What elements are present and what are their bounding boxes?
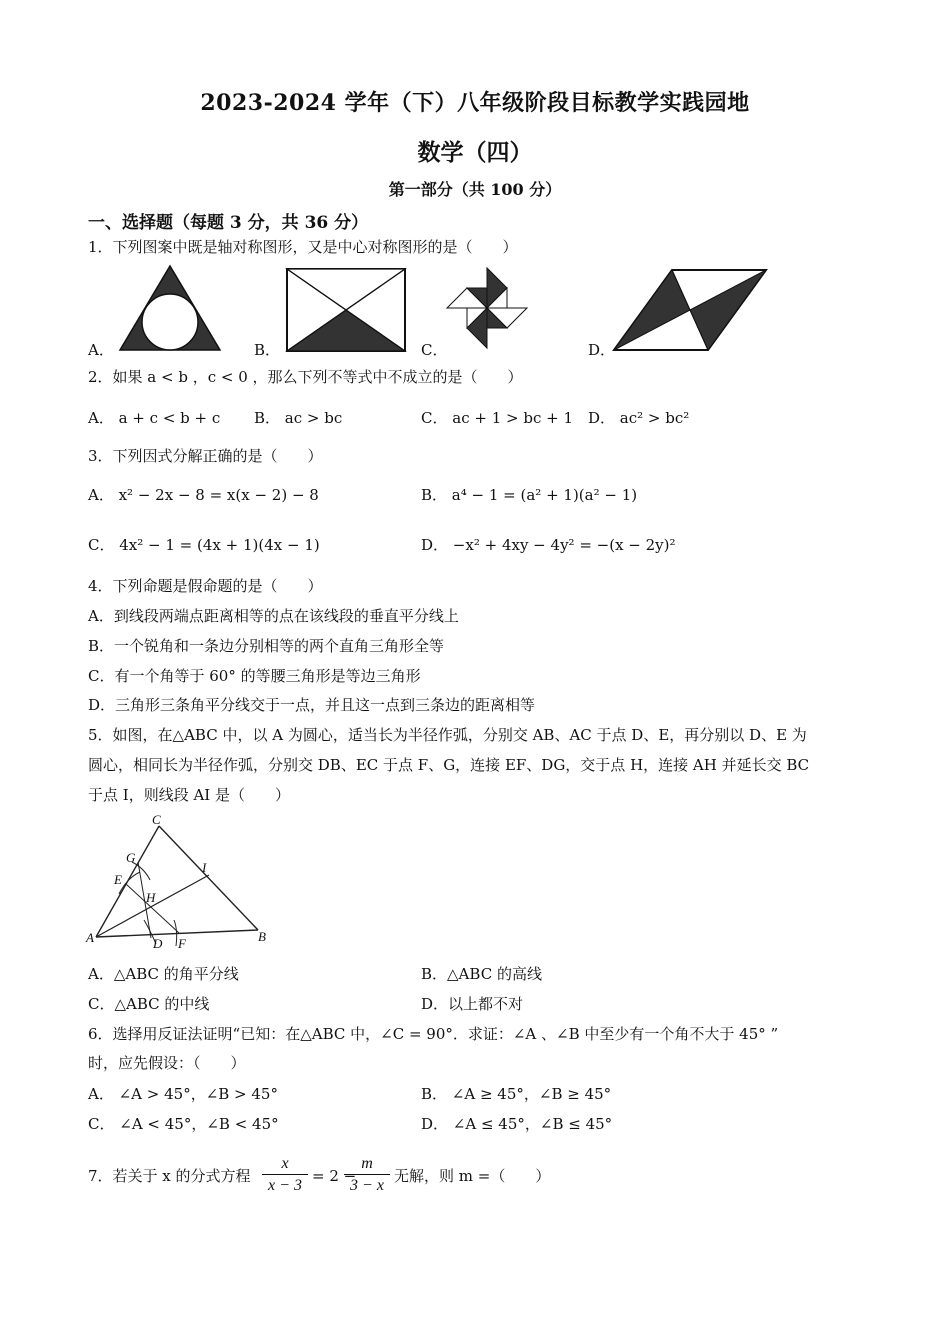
q5-option-c: C．△ABC 的中线	[88, 995, 210, 1013]
q1-stem: 1．下列图案中既是轴对称图形，又是中心对称图形的是（ ）	[88, 238, 518, 256]
q7-middle: = 2 −	[312, 1167, 357, 1185]
q2-option-c: C． ac + 1 > bc + 1	[421, 409, 573, 427]
q5-point-h: H	[146, 890, 156, 905]
q5-point-e: E	[114, 872, 122, 887]
exam-title: 2023-2024 学年（下）八年级阶段目标教学实践园地	[200, 90, 750, 116]
q5-option-d: D．以上都不对	[421, 995, 524, 1013]
q5-point-c: C	[152, 812, 161, 827]
q5-option-b: B．△ABC 的高线	[421, 965, 542, 983]
q3-stem: 3．下列因式分解正确的是（ ）	[88, 447, 323, 465]
q7-fraction-1	[262, 1154, 308, 1197]
q5-line-1: 5．如图，在△ABC 中，以 A 为圆心，适当长为半径作弧，分别交 AB、AC 于点 D、E，再分别以 D、E 为	[88, 726, 807, 744]
q4-option-b: B．一个锐角和一条边分别相等的两个直角三角形全等	[88, 637, 445, 655]
q5-line-2: 圆心，相同长为半径作弧，分别交 DB、EC 于点 F、G，连接 EF、DG，交于点 H，连接 AH 并延长交 BC	[88, 756, 810, 774]
q2-stem: 2．如果 a < b ，c < 0 ，那么下列不等式中不成立的是（ ）	[88, 368, 523, 386]
section-heading: 一、选择题（每题 3 分，共 36 分）	[88, 213, 369, 233]
exam-part: 第一部分（共 100 分）	[388, 180, 562, 199]
q6-option-c: C． ∠A < 45°，∠B < 45°	[88, 1115, 279, 1133]
q3-option-c: C． 4x² − 1 = (4x + 1)(4x − 1)	[88, 536, 320, 554]
q7-fraction-2-denominator: 3 − x	[350, 1177, 384, 1194]
q7-fraction-1-denominator: x − 3	[268, 1177, 302, 1194]
q2-option-d: D． ac² > bc²	[588, 409, 690, 427]
q7-fraction-1-numerator: x	[262, 1154, 308, 1175]
q5-point-d: D	[153, 936, 163, 951]
q5-point-a: A	[86, 930, 94, 945]
q3-option-b: B． a⁴ − 1 = (a² + 1)(a² − 1)	[421, 486, 638, 504]
q7-fraction-2	[344, 1154, 390, 1197]
q1-label-c: C．	[421, 341, 448, 359]
q5-point-i: I	[202, 860, 207, 875]
q5-point-g: G	[126, 850, 136, 865]
q1-label-a: A．	[88, 341, 114, 359]
q1-figure-c	[444, 265, 530, 351]
q1-label-b: B．	[254, 341, 281, 359]
q5-option-a: A．△ABC 的角平分线	[88, 965, 239, 983]
q5-point-b: B	[258, 929, 266, 944]
q1-figure-b	[285, 267, 407, 353]
q6-option-b: B． ∠A ≥ 45°，∠B ≥ 45°	[421, 1085, 612, 1103]
q7-prefix: 7．若关于 x 的分式方程	[88, 1167, 251, 1185]
q7-suffix: 无解，则 m =（ ）	[394, 1167, 551, 1185]
q1-figure-d	[612, 268, 768, 352]
q1-label-d: D．	[588, 341, 616, 359]
q5-point-f: F	[178, 936, 186, 951]
q2-option-a: A． a + c < b + c	[88, 409, 221, 427]
q7-fraction-2-numerator: m	[344, 1154, 390, 1175]
q4-option-c: C．有一个角等于 60° 的等腰三角形是等边三角形	[88, 667, 421, 685]
q3-option-a: A． x² − 2x − 8 = x(x − 2) − 8	[88, 486, 319, 504]
q2-option-b: B． ac > bc	[254, 409, 343, 427]
q5-line-3: 于点 I，则线段 AI 是（ ）	[88, 786, 290, 804]
q6-line-2: 时，应先假设：（ ）	[88, 1054, 246, 1072]
q1-figure-a	[118, 264, 222, 352]
exam-subject: 数学（四）	[417, 139, 533, 166]
q4-option-a: A．到线段两端点距离相等的点在该线段的垂直平分线上	[88, 607, 459, 625]
q4-option-d: D．三角形三条角平分线交于一点，并且这一点到三条边的距离相等	[88, 696, 536, 714]
q3-option-d: D． −x² + 4xy − 4y² = −(x − 2y)²	[421, 536, 676, 554]
q6-line-1: 6．选择用反证法证明“已知：在△ABC 中，∠C = 90°．求证：∠A 、∠B 中至少有一个角不大于 45° ”	[88, 1025, 779, 1043]
q4-stem: 4．下列命题是假命题的是（ ）	[88, 577, 323, 595]
q6-option-a: A． ∠A > 45°，∠B > 45°	[88, 1085, 278, 1103]
q6-option-d: D． ∠A ≤ 45°，∠B ≤ 45°	[421, 1115, 613, 1133]
